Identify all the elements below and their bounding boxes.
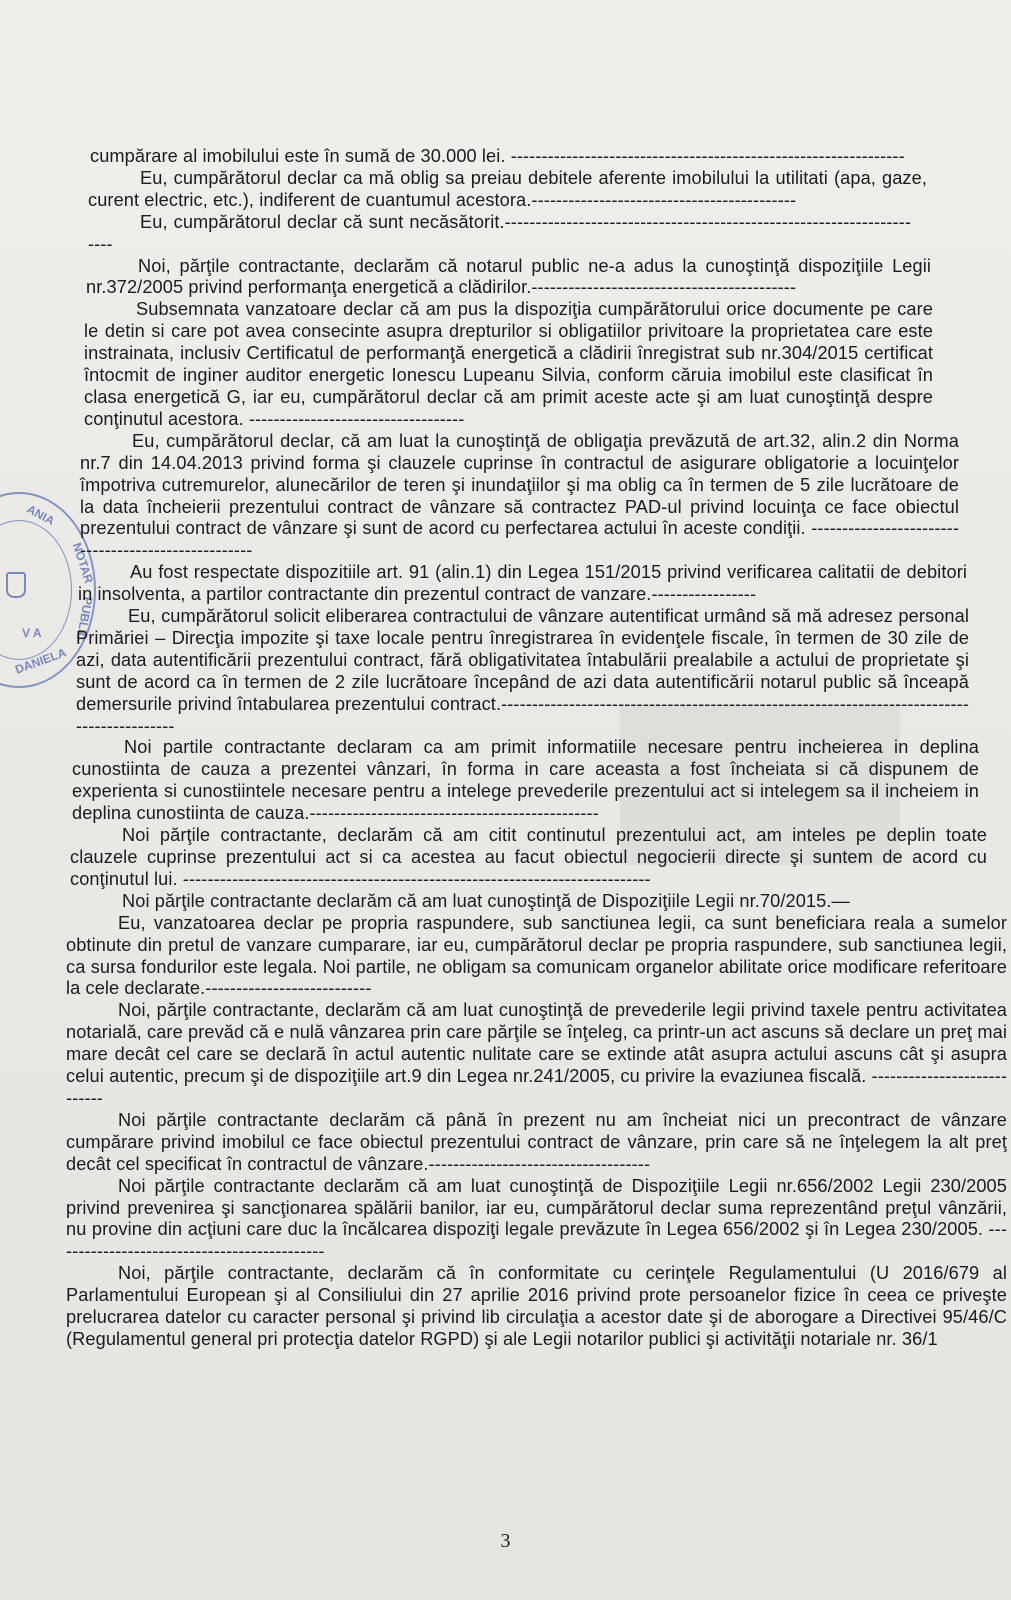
paragraph-10: Noi părţile contractante, declarăm că am citit continutul prezentului act, am inteles pe deplin toate clauzele cuprinse prezentului act si ca acestea au facut obiectul negocierii directe şi suntem de acord cu conţinutul lui. ----------------------------------------------------------------------------: [70, 825, 987, 889]
paragraph-16: Noi, părţile contractante, declarăm că în conformitate cu cerinţele Regulamentului (U 2016/679 al Parlamentului European şi al Consiliului din 27 aprilie 2016 privind prote persoanelor fizice în ceea ce priveşte prelucrarea datelor cu caracter personal şi privind lib circulaţia a acestor date şi de aborogare a Directivei 95/46/C (Regulamentul general pri protecţia datelor RGPD) şi ale Legii notarilor publici şi activităţii notariale nr. 36/1: [66, 1263, 1007, 1349]
paragraph-11: Noi părţile contractante declarăm că am luat cunoştinţă de Dispoziţiile Legii nr.70/2015.—: [122, 890, 850, 911]
stamp-text-1: ANIA: [24, 501, 57, 529]
paragraph-12: Eu, vanzatoarea declar pe propria raspundere, sub sanctiunea legii, ca sunt beneficiara reala a sumelor obtinute din pretul de vanzare cumparare, iar eu, cumpărătorul declar pe propria raspundere, sub sanctiunea legii, ca sursa fondurilor este legala. Noi partile, ne obligam sa comunicam organelor abilitate orice modificare referitoare la cele declarate.---------------------------: [66, 912, 1007, 999]
paragraph-5: Subsemnata vanzatoare declar că am pus la dispoziţia cumpărătorului orice documente pe care le detin si care pot avea consecinte asupra drepturilor si obligatiilor privitoare la proprietatea care este instrainata, inclusiv Certificatul de performanţă energetică a clădirii înregistrat sub nr.304/2015 certificat întocmit de inginer auditor energetic Ionescu Lupeanu Silvia, conform căruia imobilul este clasificat în clasa energetică G, iar eu, cumpărătorul declar că am primit aceste acte şi am luat cunoştinţă despre conţinutul acestora. -----------------------------------: [84, 299, 933, 429]
paragraph-7: Au fost respectate dispozitiile art. 91 (alin.1) din Legea 151/2015 privind verificarea calitatii de debitori in insolventa, a partilor contractante din prezentul contract de vanzare.-----------------: [78, 562, 967, 605]
coat-of-arms-icon: [6, 572, 26, 598]
document-body: [66, 146, 1007, 1351]
stamp-text-4: V A: [22, 626, 42, 640]
stamp-text-2: NOTAR: [69, 540, 97, 586]
paragraph-15: Noi părţile contractante declarăm că am luat cunoştinţă de Dispoziţiile Legii nr.656/2002 Legii 230/2005 privind prevenirea şi sancţionarea spălării banilor, iar eu, cumpărătorul declar suma reprezentând preţul vânzării, nu provine din acţiuni care duc la încălcarea dispoziţi legale prevăzute în Legea 656/2002 şi în Legea 230/2005. ---------------------------------------------: [66, 1175, 1007, 1262]
page-number: 3: [500, 1530, 511, 1552]
paragraph-13: Noi, părţile contractante, declarăm că am luat cunoştinţă de prevederile legii privind taxele pentru activitatea notarială, care prevăd că e nulă vânzarea prin care părţile se înţeleg, ca printr-un act ascuns să declare un preţ mai mare decât cel care se declară în actul autentic nulitate care se extinde atât asupra actului ascuns cât şi asupra celui autentic, precum şi de dispoziţiile art.9 din Legea nr.241/2005, cu privire la evaziunea fiscală. ----------------------------: [66, 1000, 1007, 1108]
paragraph-6: Eu, cumpărătorul declar, că am luat la cunoştinţă de obligaţia prevăzută de art.32, alin.2 din Norma nr.7 din 14.04.2013 privind forma şi clauzele cuprinse în contractul de asigurare obligatorie a locuinţelor împotriva cutremurelor, alunecărilor de teren şi inundaţiilor şi ma oblig ca în termen de 5 zile lucrătoare de la data încheierii prezentului contract de vânzare să contractez PAD-ul privind locuinţa ce face obiectul prezentului contract de vânzare şi sunt de acord cu perfectarea actului în aceste condiţii. ----------------------------------------------------: [80, 430, 959, 561]
stamp-text-5: DANIELA: [13, 645, 69, 677]
paragraph-14: Noi părţile contractante declarăm că până în prezent nu am încheiat nici un precontract de vânzare cumpărare privind imobilul ce face obiectul prezentului contract de vânzare, prin care să ne înţelegem la alt preţ decât cel specificat în contractul de vânzare.------------------------------------: [66, 1109, 1007, 1174]
paragraph-4: Noi, părţile contractante, declarăm că notarul public ne-a adus la cunoştinţă dispoziţiile Legii nr.372/2005 privind performanţa energetică a clădirilor.-------------------------------------------: [86, 255, 931, 298]
paragraph-8: Eu, cumpărătorul solicit eliberarea contractului de vânzare autentificat urmând să mă adresez personal Primăriei – Direcţia impozite şi taxe locale pentru înregistrarea în evidenţele fiscale, în termen de 30 zile de azi, data autentificării prezentului contract, fără obligativitatea întabulării prealabile a actului de proprietate şi sunt de acord ca în termen de 2 zile lucrătoare începând de azi data autentificării notarul public să înceapă demersurile privind întabularea prezentului contract.--------------------------------------------------------------------------------------------: [76, 606, 969, 736]
paragraph-9: Noi partile contractante declaram ca am primit informatiile necesare pentru incheierea in deplina cunostiinta de cauza a prezentei vânzari, în forma in care aceasta a fost încheiata si că dispunem de experienta si cunostiintele necesare pentru a intelege prevederile prezentului act si intelegem sa il incheiem in deplina cunostiinta de cauza.-----------------------------------------------: [72, 737, 979, 824]
paragraph-2: Eu, cumpărătorul declar ca mă oblig sa preiau debitele aferente imobilului la utilitati (apa, gaze, curent electric, etc.), indiferent de cuantumul acestora.-------------------------------------------: [88, 167, 927, 210]
paragraph-1: cumpărare al imobilului este în sumă de 30.000 lei. ----------------------------------------------------------------: [90, 146, 905, 166]
paragraph-3: Eu, cumpărătorul declar că sunt necăsătorit.----------------------------------------------------------------------: [88, 211, 911, 254]
stamp-text-3: PUBLIC: [73, 595, 96, 643]
